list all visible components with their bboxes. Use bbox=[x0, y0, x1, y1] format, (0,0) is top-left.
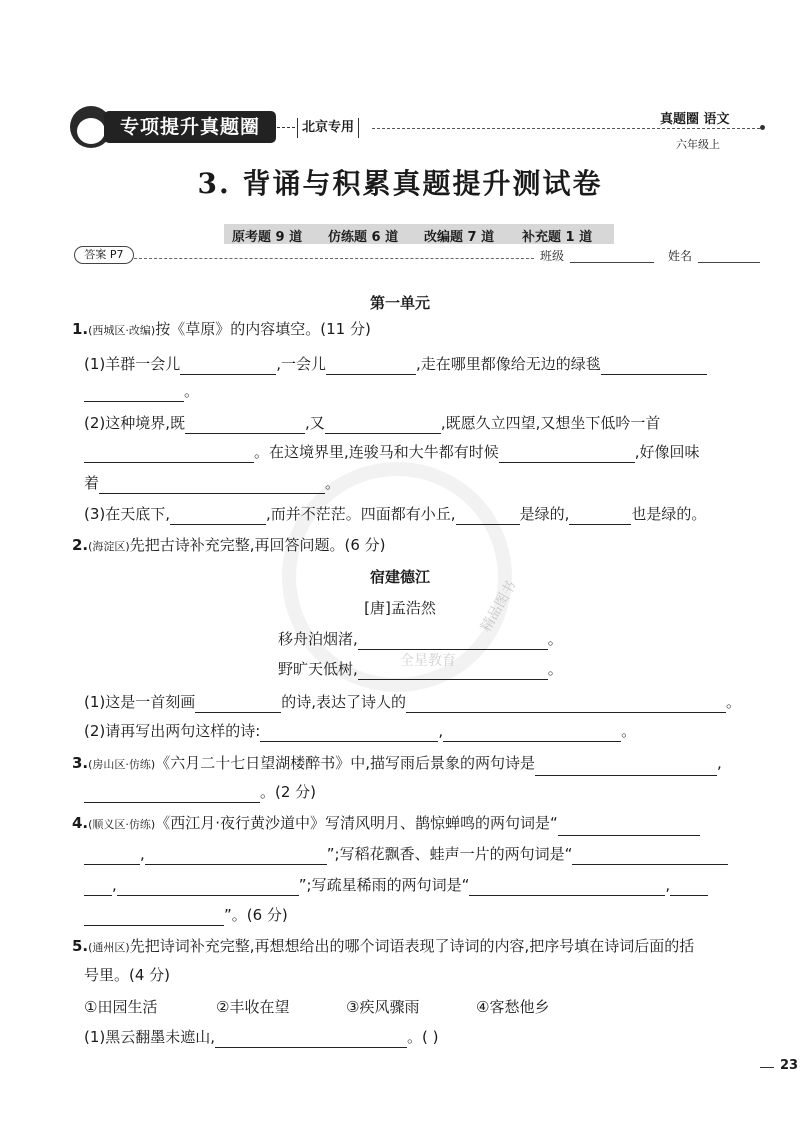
q1-blank-9[interactable] bbox=[170, 508, 266, 525]
q4-blank-3[interactable] bbox=[572, 848, 728, 865]
q2-sub2 bbox=[84, 720, 636, 742]
q4-blank-6[interactable] bbox=[670, 879, 708, 896]
poem-line-2-end: 。 bbox=[547, 660, 563, 678]
poem-blank-2[interactable] bbox=[358, 663, 548, 680]
q1-part2-cont bbox=[84, 441, 700, 463]
q1-blank-10[interactable] bbox=[456, 508, 520, 525]
q4-blank-1[interactable] bbox=[558, 819, 700, 836]
q1-part3 bbox=[84, 503, 706, 525]
q4-line3 bbox=[84, 874, 708, 896]
q1-blank-1[interactable] bbox=[180, 358, 276, 375]
q1-source: (西城区·改编) bbox=[88, 324, 156, 337]
q4-end: ”。(6 分) bbox=[224, 906, 288, 924]
q2-s1-text-c: 。 bbox=[726, 693, 742, 711]
q4-blank-6b[interactable] bbox=[84, 909, 224, 926]
q2-source: (海淀区) bbox=[88, 540, 130, 553]
q5-options bbox=[84, 996, 549, 1018]
q5-stem bbox=[72, 935, 694, 959]
grade-label: 六年级上 bbox=[676, 138, 720, 151]
poem-title: 宿建德江 bbox=[369, 568, 430, 586]
q5-s1-text-a: (1)黑云翻墨未遮山, bbox=[84, 1028, 216, 1046]
q2-blank-3[interactable] bbox=[260, 725, 438, 742]
q1-p2-text-d: 。在这境界里,连骏马和大牛都有时候 bbox=[254, 443, 499, 461]
q1-number: 1. bbox=[72, 320, 89, 338]
q1-p2-text-g: 。 bbox=[325, 474, 341, 492]
q4-a2: ”;写稻花飘香、蛙声一片的两句词是“ bbox=[326, 845, 573, 863]
q2-s1-text-b: 的诗,表达了诗人的 bbox=[281, 693, 407, 711]
q2-sub1 bbox=[84, 691, 741, 713]
q1-blank-8[interactable] bbox=[99, 477, 325, 494]
q4-a1: , bbox=[140, 845, 145, 863]
q2-blank-4[interactable] bbox=[443, 725, 621, 742]
watermark-text-a: 全星教育 bbox=[400, 653, 456, 669]
q1-blank-7[interactable] bbox=[499, 446, 635, 463]
q1-p2-text-a: (2)这种境界,既 bbox=[84, 414, 186, 432]
section-title: 第一单元 bbox=[369, 294, 430, 312]
poem-line-1-end: 。 bbox=[547, 630, 563, 648]
q5-stem-cont: 号里。(4 分) bbox=[84, 966, 171, 984]
q3-blank-1[interactable] bbox=[535, 759, 717, 776]
poem-line-1 bbox=[278, 628, 563, 650]
q1-part2-end bbox=[84, 472, 340, 494]
poem-line-2 bbox=[278, 658, 563, 680]
q4-blank-4[interactable] bbox=[117, 879, 299, 896]
count-adapted: 改编题 7 道 bbox=[424, 230, 495, 245]
q4-line2 bbox=[84, 843, 728, 865]
q2-number: 2. bbox=[72, 536, 89, 554]
q3-cont bbox=[84, 781, 316, 803]
q5-source: (通州区) bbox=[88, 941, 130, 954]
q4-blank-2[interactable] bbox=[145, 848, 327, 865]
q4-stem bbox=[72, 812, 700, 836]
q2-s2-text-b: , bbox=[438, 722, 444, 740]
q4-blank-5[interactable] bbox=[469, 879, 665, 896]
class-field[interactable] bbox=[570, 262, 654, 263]
count-supplement: 补充题 1 道 bbox=[522, 230, 593, 245]
name-field[interactable] bbox=[698, 262, 760, 263]
q4-number: 4. bbox=[72, 814, 89, 832]
q5-s1-text-b: 。( ) bbox=[407, 1028, 439, 1046]
q1-p2-text-e: ,好像回味 bbox=[634, 443, 700, 461]
q5-option-2: ②丰收在望 bbox=[216, 998, 290, 1016]
poem-author: [唐]孟浩然 bbox=[364, 599, 436, 617]
q4-b1: , bbox=[112, 876, 117, 894]
q3-comma: , bbox=[717, 754, 722, 772]
q2-s1-text-a: (1)这是一首刻画 bbox=[84, 693, 196, 711]
region-tag: 北京专用 bbox=[297, 118, 359, 138]
q2-s2-text-a: (2)请再写出两句这样的诗: bbox=[84, 722, 261, 740]
q2-stem bbox=[72, 534, 386, 558]
footer-divider bbox=[760, 1067, 774, 1068]
q4-blank-1b[interactable] bbox=[84, 848, 140, 865]
q1-p2-text-f: 着 bbox=[84, 474, 100, 492]
q1-stem bbox=[72, 318, 371, 342]
q1-p1-text-c: ,走在哪里都像给无边的绿毯 bbox=[416, 355, 601, 373]
q4-line4 bbox=[84, 904, 288, 926]
q3-source: (房山区·仿练) bbox=[88, 758, 156, 771]
q1-blank-3[interactable] bbox=[601, 358, 707, 375]
poem-blank-1[interactable] bbox=[358, 633, 548, 650]
q1-blank-2[interactable] bbox=[326, 358, 416, 375]
answer-divider bbox=[134, 258, 534, 259]
mascot-face bbox=[77, 118, 105, 144]
q1-p1-text-b: ,一会儿 bbox=[276, 355, 327, 373]
q5-blank-1[interactable] bbox=[215, 1031, 407, 1048]
q5-number: 5. bbox=[72, 937, 89, 955]
q3-text: 《六月二十七日望湖楼醉书》中,描写雨后景象的两句诗是 bbox=[155, 754, 536, 772]
poem-line-2-text: 野旷天低树, bbox=[278, 660, 358, 678]
q5-text: 先把诗词补充完整,再想想给出的哪个词语表现了诗词的内容,把序号填在诗词后面的括 bbox=[129, 937, 695, 955]
q3-stem bbox=[72, 752, 722, 776]
q1-p2-text-b: ,又 bbox=[305, 414, 325, 432]
q1-part2 bbox=[84, 412, 660, 434]
q4-text: 《西江月·夜行黄沙道中》写清风明月、鹊惊蝉鸣的两句词是“ bbox=[155, 814, 558, 832]
q1-p1-text-d: 。 bbox=[184, 382, 200, 400]
count-original: 原考题 9 道 bbox=[232, 230, 303, 245]
q1-p3-text-c: 是绿的, bbox=[519, 505, 570, 523]
q4-b3: , bbox=[665, 876, 671, 894]
q2-text: 先把古诗补充完整,再回答问题。(6 分) bbox=[129, 536, 386, 554]
count-practice: 仿练题 6 道 bbox=[328, 230, 399, 245]
q5-sub1 bbox=[84, 1026, 439, 1048]
poem-line-1-text: 移舟泊烟渚, bbox=[278, 630, 358, 648]
class-label: 班级 bbox=[540, 249, 565, 263]
header-dot bbox=[760, 125, 765, 130]
q4-b2: ”;写疏星稀雨的两句词是“ bbox=[298, 876, 470, 894]
brand-label: 真题圈 语文 bbox=[660, 112, 730, 127]
q2-blank-1[interactable] bbox=[195, 696, 281, 713]
banner-divider bbox=[277, 127, 295, 128]
q1-text: 按《草原》的内容填空。(11 分) bbox=[155, 320, 371, 338]
page-title: 3. 背诵与积累真题提升测试卷 bbox=[197, 167, 603, 200]
q1-blank-6[interactable] bbox=[84, 446, 254, 463]
q1-p3-text-b: ,而并不茫茫。四面都有小丘, bbox=[266, 505, 456, 523]
q4-blank-3b[interactable] bbox=[84, 879, 112, 896]
q1-blank-11[interactable] bbox=[569, 508, 631, 525]
q1-part1-cont bbox=[84, 380, 199, 402]
watermark-text-b: 精品图书 bbox=[477, 578, 520, 635]
q1-blank-3b[interactable] bbox=[84, 385, 184, 402]
answer-reference: 答案 P7 bbox=[74, 246, 134, 264]
q3-number: 3. bbox=[72, 754, 89, 772]
header-divider bbox=[372, 128, 760, 129]
name-label: 姓名 bbox=[668, 249, 693, 263]
q5-option-3: ③疾风骤雨 bbox=[346, 998, 420, 1016]
q4-source: (顺义区·仿练) bbox=[88, 818, 156, 831]
q1-part1 bbox=[84, 353, 707, 375]
q2-s2-text-c: 。 bbox=[621, 722, 637, 740]
series-banner: 专项提升真题圈 bbox=[104, 111, 276, 143]
q1-p1-text-a: (1)羊群一会儿 bbox=[84, 355, 181, 373]
q5-option-4: ④客愁他乡 bbox=[476, 998, 550, 1016]
q1-p3-text-a: (3)在天底下, bbox=[84, 505, 171, 523]
q5-option-1: ①田园生活 bbox=[84, 998, 158, 1016]
q1-blank-5[interactable] bbox=[325, 417, 441, 434]
q2-blank-2[interactable] bbox=[406, 696, 726, 713]
q3-blank-2[interactable] bbox=[84, 786, 260, 803]
page-number: 23 bbox=[780, 1058, 799, 1073]
q1-blank-4[interactable] bbox=[185, 417, 305, 434]
q1-p2-text-c: ,既愿久立四望,又想坐下低吟一首 bbox=[440, 414, 661, 432]
q3-end: 。(2 分) bbox=[260, 783, 317, 801]
q1-p3-text-d: 也是绿的。 bbox=[631, 505, 707, 523]
